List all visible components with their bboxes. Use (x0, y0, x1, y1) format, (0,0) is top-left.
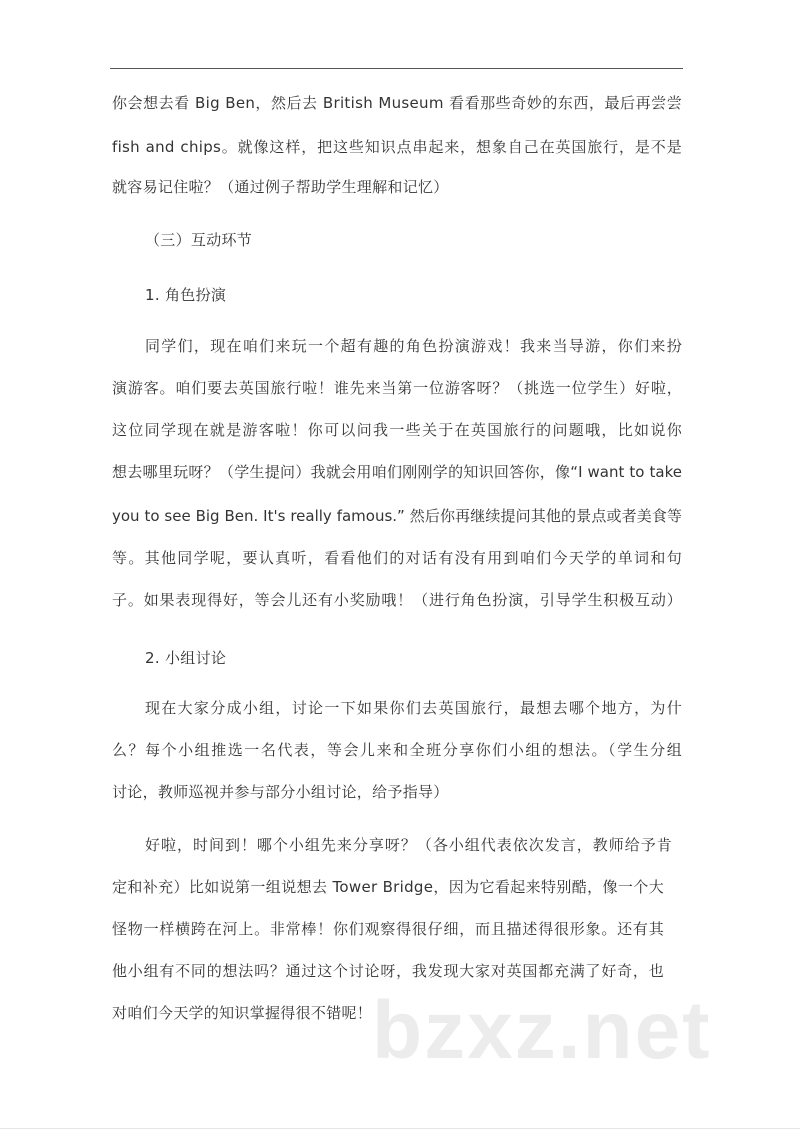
intro-line: fish and chips。就像这样，把这些知识点串起来，想象自己在英国旅行，是不是 (112, 138, 682, 156)
paragraph-line: 同学们，现在咱们来玩一个超有趣的角色扮演游戏！我来当导游，你们来扮 (145, 337, 682, 355)
paragraph-line: 讨论，教师巡视并参与部分小组讨论，给予指导） (112, 783, 449, 801)
paragraph-line: 他小组有不同的想法吗？通过这个讨论呀，我发现大家对英国都充满了好奇，也 (112, 962, 664, 980)
subsection-heading-group-discussion: 2. 小组讨论 (145, 649, 227, 667)
paragraph-line: 么？每个小组推选一名代表，等会儿来和全班分享你们小组的想法。（学生分组 (112, 741, 682, 759)
paragraph-line: 等。其他同学呢，要认真听，看看他们的对话有没有用到咱们今天学的单词和句 (112, 549, 682, 567)
subsection-heading-role-play: 1. 角色扮演 (145, 286, 227, 304)
paragraph-line: 好啦，时间到！哪个小组先来分享呀？（各小组代表依次发言，教师给予肯 (145, 836, 672, 854)
paragraph-line: you to see Big Ben. It's really famous.” 然后你再继续提问其他的景点或者美食等 (112, 507, 682, 525)
intro-line: 你会想去看 Big Ben，然后去 British Museum 看看那些奇妙的东西，最后再尝尝 (112, 94, 682, 112)
paragraph-line: 想去哪里玩呀？（学生提问）我就会用咱们刚刚学的知识回答你，像“I want to take (112, 463, 682, 481)
page-bottom-edge (0, 1128, 800, 1129)
header-rule (110, 68, 683, 69)
paragraph-line: 现在大家分成小组，讨论一下如果你们去英国旅行，最想去哪个地方，为什 (145, 699, 682, 717)
paragraph-line: 演游客。咱们要去英国旅行啦！谁先来当第一位游客呀？（挑选一位学生）好啦， (112, 379, 682, 397)
paragraph-line: 怪物一样横跨在河上。非常棒！你们观察得很仔细，而且描述得很形象。还有其 (112, 920, 664, 938)
paragraph-line: 子。如果表现得好，等会儿还有小奖励哦！（进行角色扮演，引导学生积极互动） (112, 591, 682, 609)
section-heading: （三）互动环节 (145, 231, 253, 249)
paragraph-line: 这位同学现在就是游客啦！你可以问我一些关于在英国旅行的问题哦，比如说你 (112, 421, 682, 439)
intro-line: 就容易记住啦？（通过例子帮助学生理解和记忆） (112, 178, 449, 196)
watermark: bzxz.net (372, 985, 712, 1076)
paragraph-line: 对咱们今天学的知识掌握得很不错呢！ (112, 1004, 373, 1022)
paragraph-line: 定和补充）比如说第一组说想去 Tower Bridge，因为它看起来特别酷，像一个大 (112, 878, 664, 896)
